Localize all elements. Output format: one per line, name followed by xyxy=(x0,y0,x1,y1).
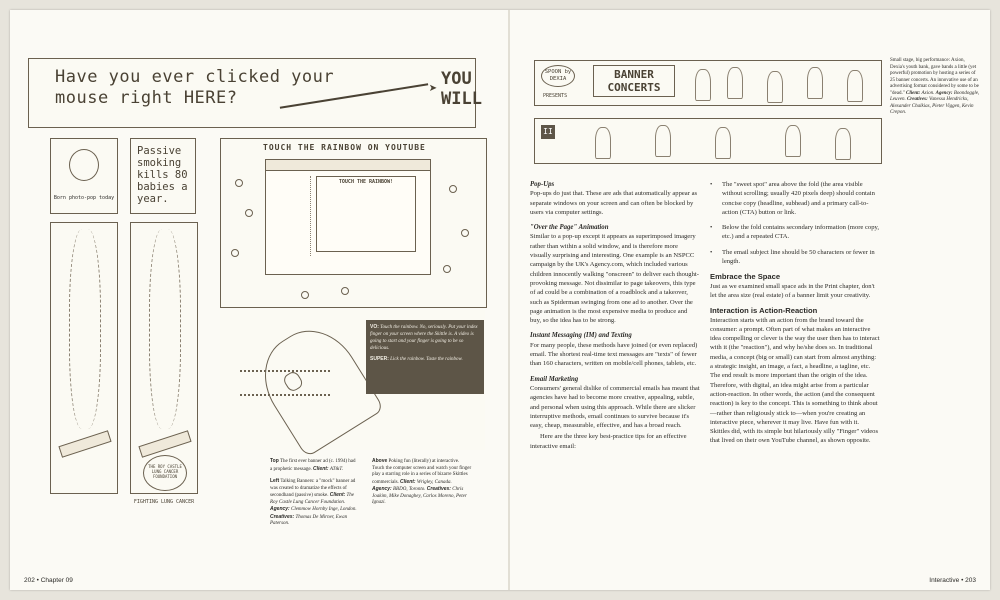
caption-above xyxy=(372,458,472,507)
skittle-icon xyxy=(449,185,457,193)
passive-smoking-card xyxy=(130,138,196,214)
caption-above-agency-label: Agency: xyxy=(372,486,392,492)
vo-label: VO: xyxy=(370,324,379,330)
ashtray-logo xyxy=(143,455,187,491)
side-caption-text: Small stage, big performance: Axion, Dexia's youth bank, gave bands a little (yet powerful) promotion by hosting a series of 25 banner concerts. An innovative use of an advertising format considered by some to be "dead." xyxy=(890,58,979,96)
para-pop-ups: Pop-ups do just that. These are ads that automatically appear as separate windows on your screen and can often be blocked by users via computer settings. xyxy=(530,190,698,216)
heading-pop-ups: Pop-Ups xyxy=(530,181,555,188)
heading-action-reaction: Interaction is Action-Reaction xyxy=(710,306,818,316)
baby-face-icon xyxy=(69,149,99,181)
caption-above-text: Poking fun (literally) at interactive. Touch the computer screen and watch your finger play a starring role in a series of bizarre Skittles commercials. xyxy=(372,459,472,485)
caption-top-client: AT&T. xyxy=(329,466,344,472)
banner-question: Have you ever clicked your mouse right HERE? xyxy=(55,67,335,108)
skittle-icon xyxy=(235,179,243,187)
fingernail-icon xyxy=(282,370,305,394)
bullet-item: • The "sweet spot" area above the fold (the area visible without scrolling; usually 420 pixels deep) should contain concise copy (headline, subhead) and a primary call-to-action (CTA) button or link. xyxy=(710,180,880,217)
super-text: Lick the rainbow. Taste the rainbow. xyxy=(390,357,463,362)
caption-top-left xyxy=(270,458,358,528)
caption-above-label: Above xyxy=(372,458,388,464)
banner-answer: YOU WILL xyxy=(441,69,482,109)
band-member-icon xyxy=(727,67,743,99)
side-caption-client: Axion. xyxy=(921,90,935,96)
side-caption xyxy=(890,58,980,117)
skittle-icon xyxy=(461,229,469,237)
band-member-icon xyxy=(767,71,783,103)
bullet-item: • The email subject line should be 50 characters or fewer in length. xyxy=(710,248,880,267)
browser-sidebar xyxy=(272,176,311,256)
banner-concerts-strip xyxy=(534,60,882,106)
skittle-icon xyxy=(231,249,239,257)
cigarette-banner-1 xyxy=(50,222,118,494)
gutter xyxy=(508,10,510,590)
skittle-icon xyxy=(341,287,349,295)
caption-left-agency-label: Agency: xyxy=(270,506,290,512)
folio-left: 202 • Chapter 09 xyxy=(24,577,73,584)
caption-left-creatives-label: Creatives: xyxy=(270,513,295,520)
super-label: SUPER: xyxy=(370,356,389,362)
cigarette-icon xyxy=(58,430,111,457)
browser-window xyxy=(265,159,431,275)
caption-left-agency: Clemmow Hornby Inge, London. xyxy=(290,507,357,512)
para-embrace-space: Just as we examined small space ads in the Print chapter, don't let the area size (real estate) of a banner limit your creativity. xyxy=(710,282,875,299)
bullet-below-fold: Below the fold contains secondary information (more copy, etc.) and a repeated CTA. xyxy=(722,224,880,241)
caption-left-label: Left xyxy=(270,478,280,484)
bullet-sweet-spot: The "sweet spot" area above the fold (the area visible without scrolling; usually 420 pixels deep) should contain concise copy (headline, subhead) and a primary call-to-action (CTA) button or link. xyxy=(722,181,875,216)
browser-header: TOUCH THE RAINBOW ON YOUTUBE xyxy=(263,143,426,152)
cigarette-icon xyxy=(138,430,191,457)
caption-above-client: Wrigley, Canada. xyxy=(416,479,452,485)
para-action-reaction: Interaction starts with an action from the brand toward the consumer: a prompt. Often part of what makes an interactive idea compelling or clever is the way the user then has to interact with it (the "reaction"), and why he/she does so. In traditional media, a concept (big or small) can start from almost anything: a strategic insight, an image, a fact, a headline, a tagline, etc. The end result is more important than the origin of the idea. Therefore, with digital, an idea might arise from a particular action-reaction. In other words, the action (and the consequent reaction) is key to the concept. This is something to think about—rather than religiously stick to—when you're creating an interactive piece, wherever it may live. Have fun with it. Skittles did, with its simple but hilariously silly "Finger" videos that lived on their own YouTube channel, as shown opposite. xyxy=(710,316,880,445)
presents-text: PRESENTS xyxy=(543,93,568,99)
caption-left-creatives: Thomas De Mirner, Ewan Paterson. xyxy=(270,514,348,526)
baby-caption: Born photo-pop today xyxy=(53,195,115,201)
para-over-the-page: Similar to a pop-up except it appears as superimposed imagery rather than within a solid window, and is therefore more visually surprising and interesting. One example is an NSPCC campaign by the UK's Agency.com, which included various children innocently walking "onscreen" to deliver each thought-provoking message. Not dissimilar to page takeovers, this type of ad could be a combination of a roadblock and a takeover, such as Spiderman swinging from one ad to another. Over the page animation is the most expensive media to produce and buy, so the idea has to be strong. xyxy=(530,233,699,325)
band-member-icon xyxy=(807,67,823,99)
caption-top-client-label: Client: xyxy=(313,465,329,472)
banner-concert-stage-strip xyxy=(534,118,882,164)
caption-left-text: Talking Banners: a "mock" banner ad was created to dramatize the effects of secondhand (passive) smoke. xyxy=(270,479,356,498)
skittle-icon xyxy=(301,291,309,299)
band-member-icon xyxy=(595,127,611,159)
para-instant-messaging: For many people, these methods have joined (or even replaced) email. The shortest real-time text messages are "texts" of fewer than 160 characters, written on mobile/cell phones, tablets, etc. xyxy=(530,341,698,368)
video-title: TOUCH THE RAINBOW! xyxy=(338,179,394,185)
bullet-item: • Below the fold contains secondary information (more copy, etc.) and a repeated CTA. xyxy=(710,224,880,241)
pause-icon[interactable]: II xyxy=(541,125,555,139)
caption-left-client-label: Client: xyxy=(329,492,346,498)
vo-callout xyxy=(366,320,484,394)
side-caption-creatives: Vanessa Hendrickx, Alexander Chalkias, Pieter Viggen, Kevin Crepon. xyxy=(890,97,974,115)
caption-above-agency: BBDO, Toronto. xyxy=(392,487,426,492)
skittle-icon xyxy=(443,265,451,273)
caption-top-text: The first ever banner ad (c. 1994) had a prophetic message. xyxy=(270,459,356,472)
band-member-icon xyxy=(715,127,731,159)
caption-top-label: Top xyxy=(270,458,279,464)
heading-over-the-page: "Over the Page" Animation xyxy=(530,224,609,232)
bullet-subject-line: The email subject line should be 50 characters or fewer in length. xyxy=(722,248,875,266)
smoke-icon xyxy=(69,229,101,429)
smoke-icon xyxy=(149,229,181,429)
cigarette-banner-2 xyxy=(130,222,198,505)
band-member-icon xyxy=(655,125,671,157)
video-frame xyxy=(316,176,416,252)
body-column-1 xyxy=(530,180,700,457)
caption-above-creatives: Chris Joakim, Mike Donaghey, Carlos Moreno, Peter Ignazi. xyxy=(372,487,467,505)
ashtray-text: THE ROY CASTLE LUNG CANCER FOUNDATION xyxy=(148,464,182,479)
body-column-2 xyxy=(710,180,880,452)
youtube-browser-sketch xyxy=(220,138,487,308)
vo-text: Touch the rainbow. No, seriously. Put your index finger on your screen where the Skittle is. A video is going to start and your finger is going to be so delicious. xyxy=(370,325,478,351)
banner-concerts-title: BANNER CONCERTS xyxy=(593,65,675,97)
caption-left-client: The Roy Castle Lung Cancer Foundation. xyxy=(270,493,355,505)
para-tips: Here are the three key best-practice tips for an effective interactive email: xyxy=(530,433,687,450)
fighting-lung-cancer-text: FIGHTING LUNG CANCER xyxy=(133,499,195,505)
side-caption-creatives-label: Creatives: xyxy=(906,97,928,102)
band-member-icon xyxy=(695,69,711,101)
folio-right: Interactive • 203 xyxy=(929,577,976,584)
side-caption-agency: Boondoggle, Leuven. xyxy=(890,90,980,102)
browser-toolbar xyxy=(266,160,430,171)
finger-icon xyxy=(247,314,384,458)
arrowhead-icon: ➤ xyxy=(429,81,438,97)
caption-above-creatives-label: Creatives: xyxy=(426,486,451,492)
spoon-logo: SPOON by DEXIA xyxy=(541,65,575,87)
para-email-marketing: Consumers' general dislike of commercial emails has meant that agencies have had to become more creative, appealing, subtle, and personal when using this approach. While there are slicker interruptive methods, email continues to survive because it's easy, cheap, measurable, effective, and has a broad reach. xyxy=(530,384,700,430)
band-member-icon xyxy=(835,128,851,160)
passive-smoking-text: Passive smoking kills 80 babies a year. xyxy=(137,145,188,205)
skittle-icon xyxy=(245,209,253,217)
book-spread xyxy=(10,10,990,590)
heading-embrace-space: Embrace the Space xyxy=(710,272,781,282)
heading-instant-messaging: Instant Messaging (IM) and Texting xyxy=(530,332,632,340)
baby-photo-sketch xyxy=(50,138,118,214)
caption-above-client-label: Client: xyxy=(400,478,416,485)
heading-email-marketing: Email Marketing xyxy=(530,375,579,383)
side-caption-agency-label: Agency: xyxy=(935,90,953,96)
band-member-icon xyxy=(785,125,801,157)
first-banner-ad-sketch xyxy=(28,58,482,128)
band-member-icon xyxy=(847,70,863,102)
side-caption-client-label: Client: xyxy=(906,90,921,96)
